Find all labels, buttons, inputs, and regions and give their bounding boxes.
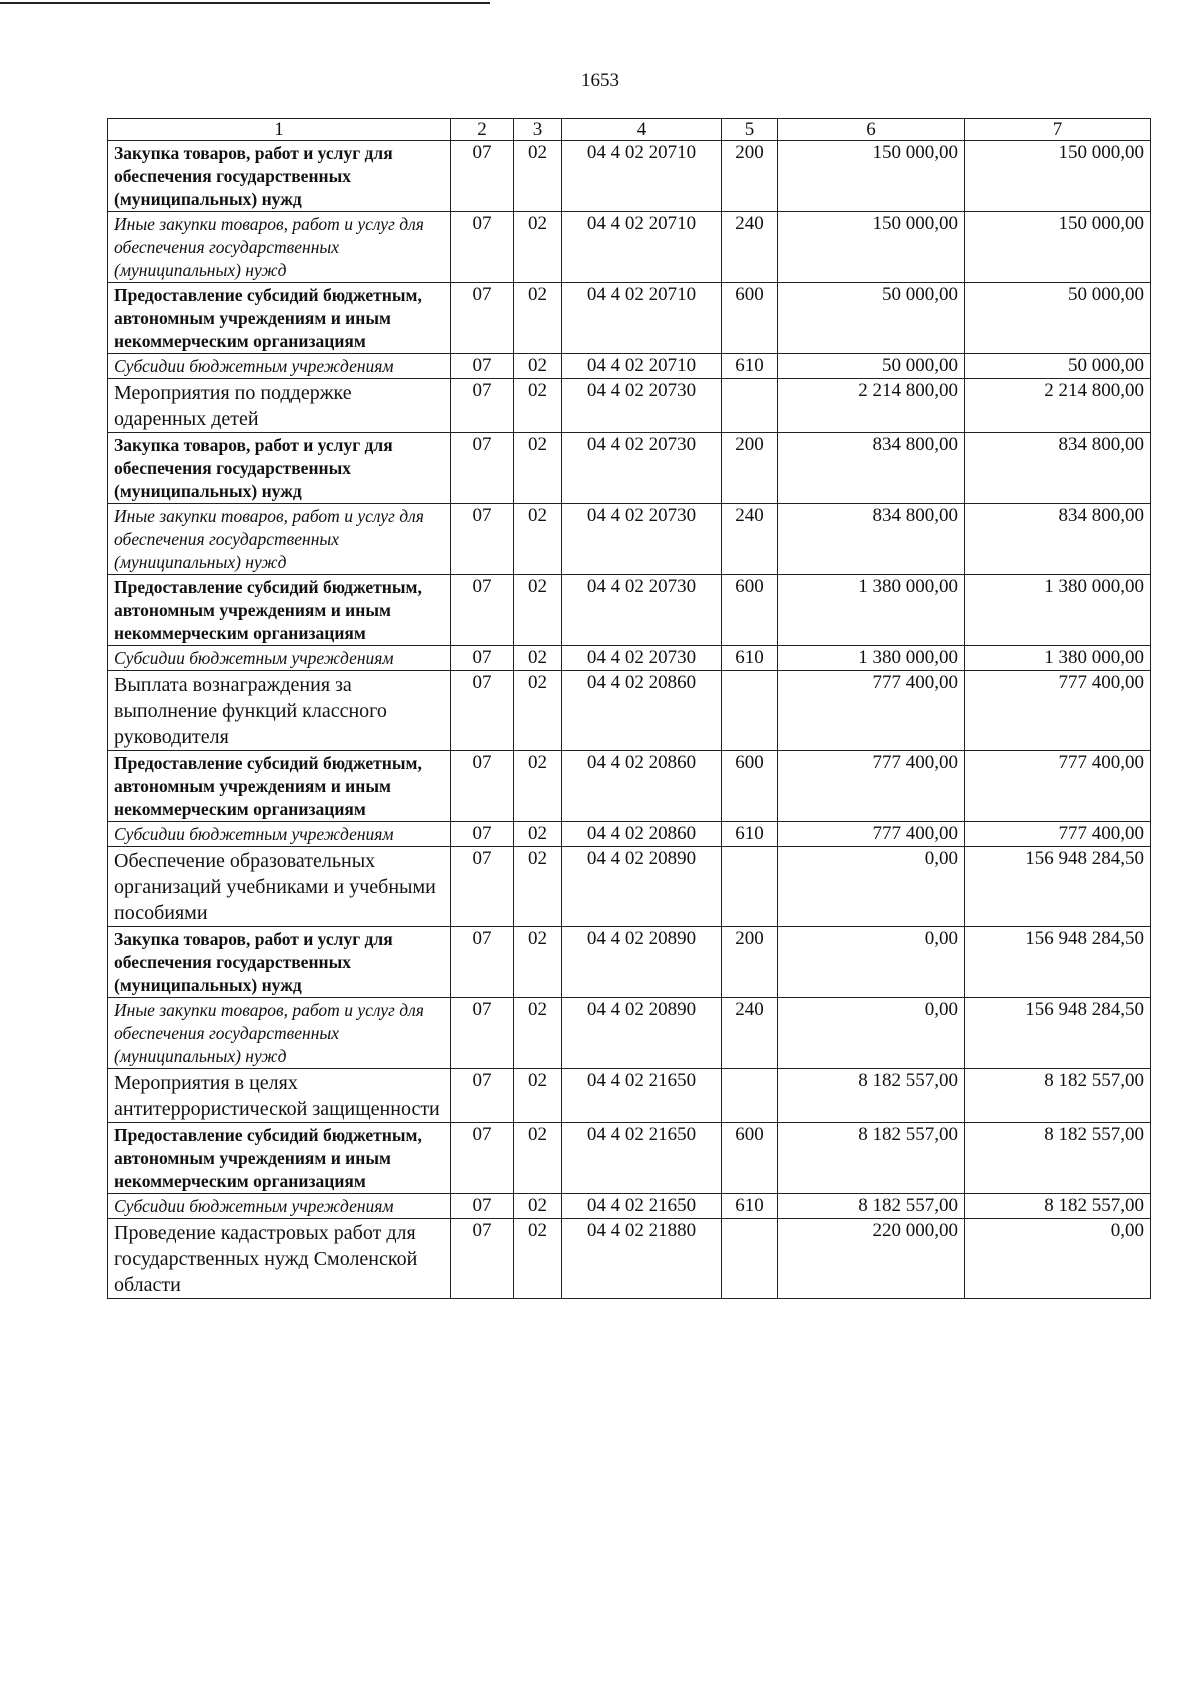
amount-cell-col6: 0,00 bbox=[778, 998, 965, 1069]
column-header: 3 bbox=[514, 119, 562, 141]
target-article-cell: 04 4 02 20860 bbox=[562, 751, 722, 822]
amount-cell-col6: 2 214 800,00 bbox=[778, 379, 965, 433]
section-cell: 07 bbox=[451, 1219, 514, 1299]
column-header: 7 bbox=[965, 119, 1151, 141]
table-row bbox=[108, 504, 1151, 575]
section-cell: 07 bbox=[451, 575, 514, 646]
row-name-cell: Предоставление субсидий бюджетным, автономным учреждениям и иным некоммерческим организациям bbox=[108, 283, 451, 354]
expense-type-cell bbox=[722, 1219, 778, 1299]
column-header: 6 bbox=[778, 119, 965, 141]
subsection-cell: 02 bbox=[514, 847, 562, 927]
table-row bbox=[108, 1194, 1151, 1219]
subsection-cell: 02 bbox=[514, 1123, 562, 1194]
subsection-cell: 02 bbox=[514, 141, 562, 212]
amount-cell-col6: 834 800,00 bbox=[778, 433, 965, 504]
subsection-cell: 02 bbox=[514, 751, 562, 822]
section-cell: 07 bbox=[451, 212, 514, 283]
section-cell: 07 bbox=[451, 1123, 514, 1194]
row-name-cell: Субсидии бюджетным учреждениям bbox=[108, 822, 451, 847]
table-row bbox=[108, 847, 1151, 927]
amount-cell-col6: 1 380 000,00 bbox=[778, 646, 965, 671]
amount-cell-col7: 150 000,00 bbox=[965, 141, 1151, 212]
target-article-cell: 04 4 02 20710 bbox=[562, 283, 722, 354]
row-name-cell: Обеспечение образовательных организаций учебниками и учебными пособиями bbox=[108, 847, 451, 927]
table-row bbox=[108, 354, 1151, 379]
target-article-cell: 04 4 02 20710 bbox=[562, 354, 722, 379]
table-row bbox=[108, 141, 1151, 212]
subsection-cell: 02 bbox=[514, 504, 562, 575]
subsection-cell: 02 bbox=[514, 575, 562, 646]
table-body bbox=[108, 141, 1151, 1299]
row-name-cell: Выплата вознаграждения за выполнение функций классного руководителя bbox=[108, 671, 451, 751]
column-header: 1 bbox=[108, 119, 451, 141]
row-name-cell: Мероприятия в целях антитеррористической защищенности bbox=[108, 1069, 451, 1123]
section-cell: 07 bbox=[451, 283, 514, 354]
expense-type-cell: 610 bbox=[722, 822, 778, 847]
amount-cell-col6: 50 000,00 bbox=[778, 283, 965, 354]
table-row bbox=[108, 646, 1151, 671]
amount-cell-col7: 834 800,00 bbox=[965, 433, 1151, 504]
page-number: 1653 bbox=[581, 70, 619, 91]
row-name-cell: Закупка товаров, работ и услуг для обеспечения государственных (муниципальных) нужд bbox=[108, 927, 451, 998]
table-row bbox=[108, 927, 1151, 998]
table-row bbox=[108, 671, 1151, 751]
subsection-cell: 02 bbox=[514, 212, 562, 283]
section-cell: 07 bbox=[451, 671, 514, 751]
subsection-cell: 02 bbox=[514, 283, 562, 354]
amount-cell-col7: 1 380 000,00 bbox=[965, 575, 1151, 646]
row-name-cell: Субсидии бюджетным учреждениям bbox=[108, 1194, 451, 1219]
row-name-cell: Предоставление субсидий бюджетным, автономным учреждениям и иным некоммерческим организациям bbox=[108, 1123, 451, 1194]
row-name-cell: Закупка товаров, работ и услуг для обеспечения государственных (муниципальных) нужд bbox=[108, 141, 451, 212]
subsection-cell: 02 bbox=[514, 822, 562, 847]
target-article-cell: 04 4 02 20730 bbox=[562, 433, 722, 504]
subsection-cell: 02 bbox=[514, 1069, 562, 1123]
table-row bbox=[108, 998, 1151, 1069]
amount-cell-col6: 0,00 bbox=[778, 847, 965, 927]
amount-cell-col7: 8 182 557,00 bbox=[965, 1123, 1151, 1194]
expense-type-cell: 240 bbox=[722, 212, 778, 283]
amount-cell-col7: 8 182 557,00 bbox=[965, 1194, 1151, 1219]
amount-cell-col7: 150 000,00 bbox=[965, 212, 1151, 283]
subsection-cell: 02 bbox=[514, 646, 562, 671]
row-name-cell: Предоставление субсидий бюджетным, автономным учреждениям и иным некоммерческим организациям bbox=[108, 751, 451, 822]
expense-type-cell: 600 bbox=[722, 1123, 778, 1194]
expense-type-cell: 240 bbox=[722, 998, 778, 1069]
section-cell: 07 bbox=[451, 927, 514, 998]
subsection-cell: 02 bbox=[514, 927, 562, 998]
section-cell: 07 bbox=[451, 141, 514, 212]
table-row bbox=[108, 822, 1151, 847]
amount-cell-col7: 156 948 284,50 bbox=[965, 998, 1151, 1069]
target-article-cell: 04 4 02 20890 bbox=[562, 998, 722, 1069]
header-row bbox=[108, 119, 1151, 141]
row-name-cell: Иные закупки товаров, работ и услуг для обеспечения государственных (муниципальных) нужд bbox=[108, 998, 451, 1069]
section-cell: 07 bbox=[451, 1194, 514, 1219]
amount-cell-col6: 834 800,00 bbox=[778, 504, 965, 575]
target-article-cell: 04 4 02 20730 bbox=[562, 379, 722, 433]
amount-cell-col7: 50 000,00 bbox=[965, 283, 1151, 354]
row-name-cell: Предоставление субсидий бюджетным, автономным учреждениям и иным некоммерческим организациям bbox=[108, 575, 451, 646]
target-article-cell: 04 4 02 21650 bbox=[562, 1069, 722, 1123]
expense-type-cell: 200 bbox=[722, 927, 778, 998]
amount-cell-col6: 50 000,00 bbox=[778, 354, 965, 379]
expense-type-cell: 240 bbox=[722, 504, 778, 575]
amount-cell-col7: 1 380 000,00 bbox=[965, 646, 1151, 671]
target-article-cell: 04 4 02 20730 bbox=[562, 646, 722, 671]
amount-cell-col7: 8 182 557,00 bbox=[965, 1069, 1151, 1123]
amount-cell-col7: 777 400,00 bbox=[965, 671, 1151, 751]
table-row bbox=[108, 433, 1151, 504]
section-cell: 07 bbox=[451, 354, 514, 379]
section-cell: 07 bbox=[451, 1069, 514, 1123]
table-row bbox=[108, 575, 1151, 646]
row-name-cell: Иные закупки товаров, работ и услуг для обеспечения государственных (муниципальных) нужд bbox=[108, 212, 451, 283]
amount-cell-col6: 777 400,00 bbox=[778, 822, 965, 847]
subsection-cell: 02 bbox=[514, 998, 562, 1069]
section-cell: 07 bbox=[451, 847, 514, 927]
table-row bbox=[108, 1069, 1151, 1123]
column-header: 4 bbox=[562, 119, 722, 141]
amount-cell-col7: 777 400,00 bbox=[965, 822, 1151, 847]
table-row bbox=[108, 1123, 1151, 1194]
target-article-cell: 04 4 02 20860 bbox=[562, 822, 722, 847]
row-name-cell: Иные закупки товаров, работ и услуг для обеспечения государственных (муниципальных) нужд bbox=[108, 504, 451, 575]
section-cell: 07 bbox=[451, 504, 514, 575]
amount-cell-col7: 0,00 bbox=[965, 1219, 1151, 1299]
amount-cell-col6: 150 000,00 bbox=[778, 212, 965, 283]
section-cell: 07 bbox=[451, 379, 514, 433]
target-article-cell: 04 4 02 21650 bbox=[562, 1194, 722, 1219]
section-cell: 07 bbox=[451, 998, 514, 1069]
amount-cell-col6: 8 182 557,00 bbox=[778, 1194, 965, 1219]
amount-cell-col6: 777 400,00 bbox=[778, 671, 965, 751]
row-name-cell: Мероприятия по поддержке одаренных детей bbox=[108, 379, 451, 433]
expense-type-cell: 610 bbox=[722, 354, 778, 379]
section-cell: 07 bbox=[451, 822, 514, 847]
amount-cell-col6: 150 000,00 bbox=[778, 141, 965, 212]
table-row bbox=[108, 212, 1151, 283]
target-article-cell: 04 4 02 20730 bbox=[562, 575, 722, 646]
target-article-cell: 04 4 02 20860 bbox=[562, 671, 722, 751]
section-cell: 07 bbox=[451, 646, 514, 671]
amount-cell-col6: 8 182 557,00 bbox=[778, 1123, 965, 1194]
target-article-cell: 04 4 02 20710 bbox=[562, 212, 722, 283]
expense-type-cell bbox=[722, 671, 778, 751]
expense-type-cell: 200 bbox=[722, 433, 778, 504]
expense-type-cell: 600 bbox=[722, 751, 778, 822]
row-name-cell: Проведение кадастровых работ для государственных нужд Смоленской области bbox=[108, 1219, 451, 1299]
amount-cell-col7: 50 000,00 bbox=[965, 354, 1151, 379]
expense-type-cell bbox=[722, 847, 778, 927]
target-article-cell: 04 4 02 20890 bbox=[562, 847, 722, 927]
amount-cell-col6: 220 000,00 bbox=[778, 1219, 965, 1299]
subsection-cell: 02 bbox=[514, 354, 562, 379]
table-row bbox=[108, 1219, 1151, 1299]
amount-cell-col7: 834 800,00 bbox=[965, 504, 1151, 575]
target-article-cell: 04 4 02 21650 bbox=[562, 1123, 722, 1194]
row-name-cell: Субсидии бюджетным учреждениям bbox=[108, 646, 451, 671]
target-article-cell: 04 4 02 21880 bbox=[562, 1219, 722, 1299]
expense-type-cell: 610 bbox=[722, 1194, 778, 1219]
target-article-cell: 04 4 02 20730 bbox=[562, 504, 722, 575]
column-header: 5 bbox=[722, 119, 778, 141]
target-article-cell: 04 4 02 20890 bbox=[562, 927, 722, 998]
amount-cell-col6: 777 400,00 bbox=[778, 751, 965, 822]
target-article-cell: 04 4 02 20710 bbox=[562, 141, 722, 212]
section-cell: 07 bbox=[451, 751, 514, 822]
amount-cell-col7: 2 214 800,00 bbox=[965, 379, 1151, 433]
amount-cell-col7: 156 948 284,50 bbox=[965, 847, 1151, 927]
subsection-cell: 02 bbox=[514, 1219, 562, 1299]
expense-type-cell: 600 bbox=[722, 283, 778, 354]
expense-type-cell: 200 bbox=[722, 141, 778, 212]
expense-type-cell bbox=[722, 1069, 778, 1123]
amount-cell-col7: 156 948 284,50 bbox=[965, 927, 1151, 998]
subsection-cell: 02 bbox=[514, 433, 562, 504]
expense-type-cell bbox=[722, 379, 778, 433]
subsection-cell: 02 bbox=[514, 379, 562, 433]
expense-type-cell: 600 bbox=[722, 575, 778, 646]
subsection-cell: 02 bbox=[514, 671, 562, 751]
column-header: 2 bbox=[451, 119, 514, 141]
expense-type-cell: 610 bbox=[722, 646, 778, 671]
table-row bbox=[108, 283, 1151, 354]
amount-cell-col7: 777 400,00 bbox=[965, 751, 1151, 822]
table-row bbox=[108, 379, 1151, 433]
subsection-cell: 02 bbox=[514, 1194, 562, 1219]
amount-cell-col6: 8 182 557,00 bbox=[778, 1069, 965, 1123]
amount-cell-col6: 0,00 bbox=[778, 927, 965, 998]
top-rule bbox=[0, 2, 490, 4]
section-cell: 07 bbox=[451, 433, 514, 504]
row-name-cell: Субсидии бюджетным учреждениям bbox=[108, 354, 451, 379]
amount-cell-col6: 1 380 000,00 bbox=[778, 575, 965, 646]
budget-table bbox=[107, 118, 1151, 1299]
row-name-cell: Закупка товаров, работ и услуг для обеспечения государственных (муниципальных) нужд bbox=[108, 433, 451, 504]
table-row bbox=[108, 751, 1151, 822]
